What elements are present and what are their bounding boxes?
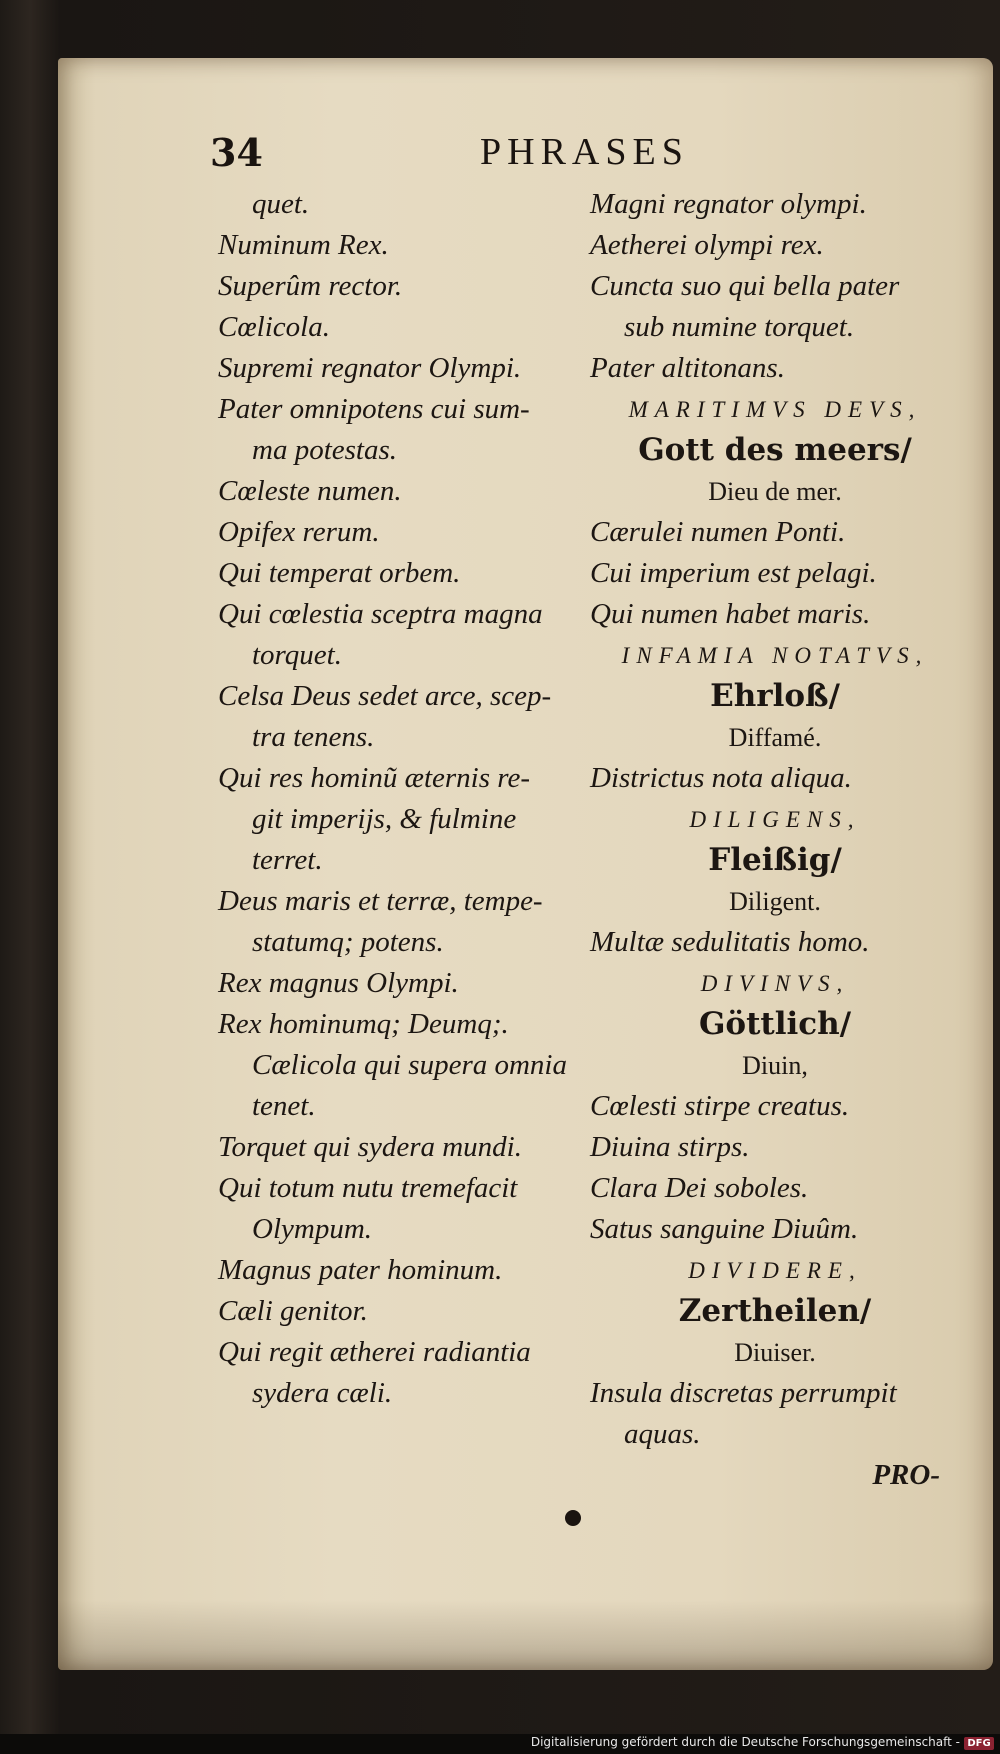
left-column-line: Qui cœlestia sceptra magna <box>218 598 543 630</box>
left-column-line: Rex hominumq; Deumq;. <box>218 1008 509 1040</box>
left-column-line: Opifex rerum. <box>218 516 380 548</box>
right-column-line: Diligent. <box>729 887 821 916</box>
right-column-line: Qui numen habet maris. <box>590 598 871 630</box>
left-column-line: Numinum Rex. <box>218 229 389 261</box>
right-column-line: INFAMIA NOTATVS, <box>621 643 929 668</box>
left-column-line: tenet. <box>252 1090 316 1122</box>
right-column-line: Insula discretas perrumpit <box>590 1377 897 1409</box>
right-column-line: Cuncta suo qui bella pater <box>590 270 900 302</box>
right-column-line: aquas. <box>624 1418 701 1450</box>
left-column-line: Cæli genitor. <box>218 1295 368 1327</box>
left-column-line: Cœlicola. <box>218 311 330 343</box>
right-column-line: Multæ sedulitatis homo. <box>590 926 870 958</box>
right-column-line: DIVIDERE, <box>688 1258 862 1283</box>
left-column-line: Cœleste numen. <box>218 475 402 507</box>
page-number: 34 <box>210 130 263 175</box>
right-column <box>590 184 960 1496</box>
right-column-line: Aetherei olympi rex. <box>590 229 824 261</box>
right-column-line: sub numine torquet. <box>624 311 855 343</box>
right-column-line: Clara Dei soboles. <box>590 1172 809 1204</box>
left-column-line: Rex magnus Olympi. <box>218 967 459 999</box>
right-column-line: Diuiser. <box>734 1338 816 1367</box>
left-column-line: git imperijs, & fulmine <box>252 803 517 835</box>
running-title: PHRASES <box>480 131 689 173</box>
left-column-line: sydera cæli. <box>252 1377 393 1409</box>
left-column-line: Celsa Deus sedet arce, scep- <box>218 680 552 712</box>
left-column-line: Superûm rector. <box>218 270 403 302</box>
right-column-line: DIVINVS, <box>700 971 850 996</box>
left-column-line: terret. <box>252 844 323 876</box>
right-column-line: DILIGENS, <box>689 807 861 832</box>
left-column-line: Torquet qui sydera mundi. <box>218 1131 522 1163</box>
right-column-line: Ehrloß/ <box>710 678 840 714</box>
right-column-line: Diffamé. <box>728 723 822 752</box>
left-column-line: Qui res hominũ æternis re- <box>218 762 531 794</box>
left-column-line: torquet. <box>252 639 342 671</box>
right-column-line: PRO- <box>872 1459 940 1491</box>
page-shadow <box>58 1600 993 1670</box>
right-column-line: Fleißig/ <box>708 842 842 878</box>
left-column-line: tra tenens. <box>252 721 375 753</box>
left-column-line: Qui regit ætherei radiantia <box>218 1336 531 1368</box>
left-column-line: Deus maris et terræ, tempe- <box>218 885 543 917</box>
left-column-line: Olympum. <box>252 1213 373 1245</box>
left-column-line: Qui totum nutu tremefacit <box>218 1172 518 1204</box>
left-column-line: quet. <box>252 188 310 220</box>
right-column-line: Cui imperium est pelagi. <box>590 557 877 589</box>
right-column-line: Göttlich/ <box>698 1006 852 1042</box>
right-column-line: Zertheilen/ <box>678 1293 872 1329</box>
footer-credit: Digitalisierung gefördert durch die Deutsche Forschungsgemeinschaft - <box>530 1735 960 1749</box>
right-column-line: Diuina stirps. <box>590 1131 750 1163</box>
page-header <box>210 130 750 182</box>
right-column-line: Pater altitonans. <box>590 352 785 384</box>
right-column-line: Satus sanguine Diuûm. <box>590 1213 859 1245</box>
right-column-line: Cærulei numen Ponti. <box>590 516 846 548</box>
dfg-logo-badge: DFG <box>964 1737 994 1750</box>
left-column-line: Supremi regnator Olympi. <box>218 352 522 384</box>
left-column <box>218 184 588 1414</box>
left-column-line: Pater omnipotens cui sum- <box>218 393 530 425</box>
right-column-line: Diuin, <box>742 1051 808 1080</box>
right-column-line: Districtus nota aliqua. <box>590 762 852 794</box>
page-ink-dot <box>565 1510 581 1526</box>
left-column-line: Qui temperat orbem. <box>218 557 461 589</box>
right-column-line: Gott des meers/ <box>638 432 912 468</box>
left-column-line: statumq; potens. <box>252 926 444 958</box>
right-column-line: MARITIMVS DEVS, <box>628 397 922 422</box>
left-column-line: ma potestas. <box>252 434 397 466</box>
right-column-line: Magni regnator olympi. <box>590 188 867 220</box>
right-column-line: Cœlesti stirpe creatus. <box>590 1090 850 1122</box>
right-column-line: Dieu de mer. <box>708 477 842 506</box>
left-column-line: Cælicola qui supera omnia <box>252 1049 567 1081</box>
left-column-line: Magnus pater hominum. <box>218 1254 503 1286</box>
